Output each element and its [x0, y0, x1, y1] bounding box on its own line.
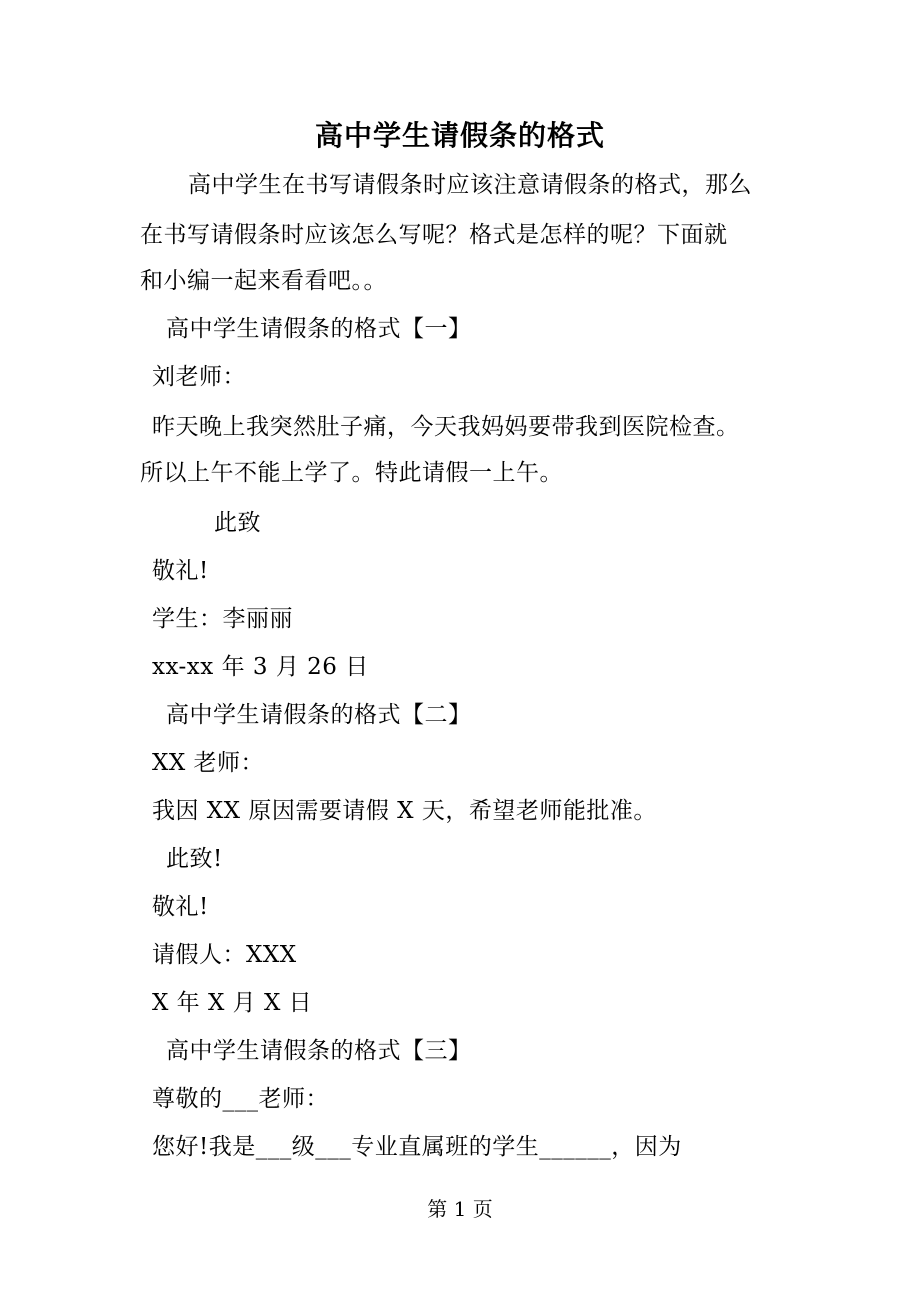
section-1-salutation: 刘老师： [152, 364, 246, 390]
section-1-date: xx-xx 年 3 月 26 日 [152, 654, 369, 680]
intro-line-1: 高中学生在书写请假条时应该注意请假条的格式，那么 [188, 172, 752, 198]
intro-line-2: 在书写请假条时应该怎么写呢？格式是怎样的呢？下面就 [140, 222, 728, 248]
section-2-date: X 年 X 月 X 日 [152, 990, 313, 1016]
section-3-salutation: 尊敬的___老师： [152, 1086, 329, 1112]
section-1-closing-2: 敬礼! [152, 558, 209, 584]
section-1-body-line-1: 昨天晚上我突然肚子痛，今天我妈妈要带我到医院检查。 [152, 414, 740, 440]
section-1-heading: 高中学生请假条的格式【一】 [166, 316, 472, 342]
section-2-heading: 高中学生请假条的格式【二】 [166, 702, 472, 728]
section-2-closing-1: 此致! [166, 846, 223, 872]
section-1-body-line-2: 所以上午不能上学了。特此请假一上午。 [140, 460, 563, 486]
section-1-signature: 学生：李丽丽 [152, 606, 293, 632]
intro-line-3: 和小编一起来看看吧。。 [140, 268, 387, 294]
page-number: 第 1 页 [427, 1197, 493, 1221]
section-3-body: 您好!我是___级___专业直属班的学生______，因为 [152, 1134, 682, 1160]
section-2-salutation: XX 老师： [152, 750, 265, 776]
document-title: 高中学生请假条的格式 [314, 119, 605, 152]
section-1-closing-1: 此致 [214, 510, 261, 536]
section-2-closing-2: 敬礼! [152, 894, 209, 920]
section-3-heading: 高中学生请假条的格式【三】 [166, 1038, 472, 1064]
section-2-body: 我因 XX 原因需要请假 X 天，希望老师能批准。 [152, 798, 657, 824]
section-2-signature: 请假人：XXX [152, 942, 297, 968]
